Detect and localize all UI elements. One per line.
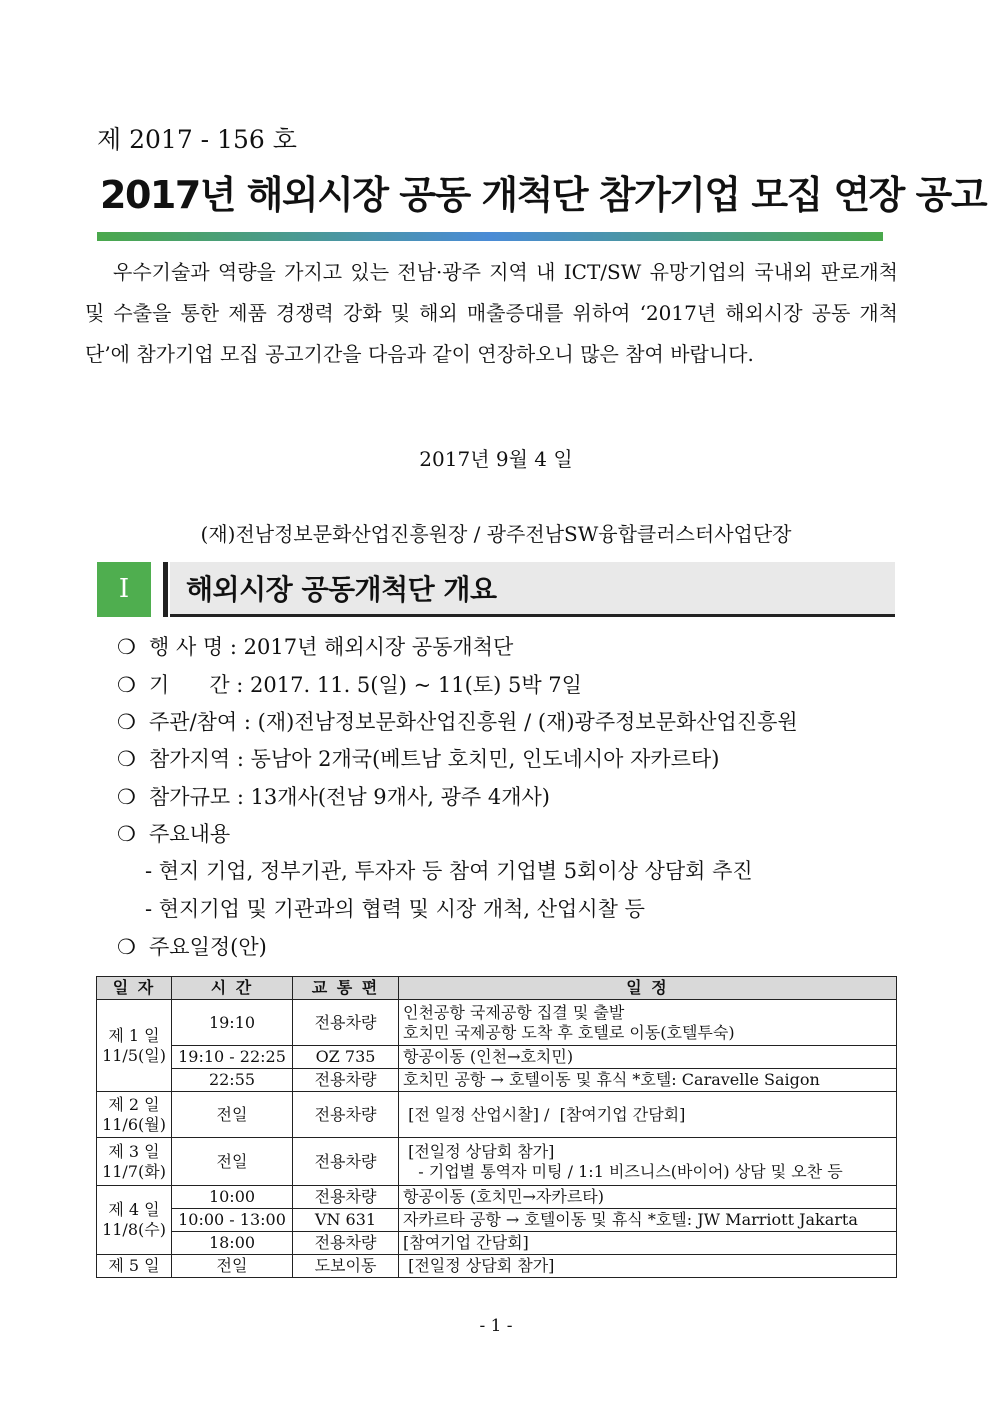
day-label: 제 3 일 xyxy=(108,1141,160,1161)
schedule-cell: 호치민 공항 → 호텔이동 및 휴식 *호텔: Caravelle Saigon xyxy=(399,1069,897,1092)
transport-cell: 전용차량 xyxy=(293,1092,399,1138)
schedule-line: - 기업별 통역자 미팅 / 1:1 비즈니스(바이어) 상담 및 오찬 등 xyxy=(403,1161,843,1181)
day-date: 11/7(화) xyxy=(102,1161,166,1181)
bullet-schedule xyxy=(117,931,267,961)
day-cell xyxy=(97,1186,172,1255)
schedule-cell: 항공이동 (호치민→자카르타) xyxy=(399,1186,897,1209)
transport-cell: 전용차량 xyxy=(293,1232,399,1255)
time-cell: 19:10 - 22:25 xyxy=(172,1046,293,1069)
time-cell: 19:10 xyxy=(172,1000,293,1046)
time-cell: 10:00 - 13:00 xyxy=(172,1209,293,1232)
transport-cell: 전용차량 xyxy=(293,1069,399,1092)
bullet-text: 참가지역 : 동남아 2개국(베트남 호치민, 인도네시아 자카르타) xyxy=(149,747,720,771)
schedule-cell: 자카르타 공항 → 호텔이동 및 휴식 *호텔: JW Marriott Jakarta xyxy=(399,1209,897,1232)
bullet-region xyxy=(117,743,719,773)
day-date: 11/5(일) xyxy=(102,1045,166,1065)
day-label: 제 2 일 xyxy=(108,1094,160,1114)
time-cell: 22:55 xyxy=(172,1069,293,1092)
transport-cell: 전용차량 xyxy=(293,1138,399,1186)
sub-item-cooperation: - 현지기업 및 기관과의 협력 및 시장 개척, 산업시찰 등 xyxy=(145,897,645,921)
day-cell xyxy=(97,1000,172,1092)
table-row xyxy=(97,1209,897,1232)
time-cell: 전일 xyxy=(172,1092,293,1138)
table-header-row xyxy=(97,977,897,1000)
column-header: 일 자 xyxy=(97,977,172,1000)
title-underline xyxy=(97,232,883,241)
bullet-organizers xyxy=(117,706,798,736)
section-number-box: I xyxy=(97,562,151,617)
document-title: 2017년 해외시장 공동 개척단 참가기업 모집 연장 공고 xyxy=(100,173,987,217)
time-cell: 전일 xyxy=(172,1138,293,1186)
schedule-cell: [전 일정 산업시찰] / [참여기업 간담회] xyxy=(399,1092,897,1138)
bullet-text: 행 사 명 : 2017년 해외시장 공동개척단 xyxy=(149,635,514,659)
bullet-circle-icon: ❍ xyxy=(117,785,136,809)
table-row xyxy=(97,1069,897,1092)
transport-cell: 전용차량 xyxy=(293,1000,399,1046)
day-cell: 제 5 일 xyxy=(97,1255,172,1278)
schedule-cell xyxy=(399,1138,897,1186)
column-header: 교 통 편 xyxy=(293,977,399,1000)
bullet-circle-icon: ❍ xyxy=(117,747,136,771)
day-date: 11/8(수) xyxy=(102,1220,166,1239)
schedule-cell: [전일정 상담회 참가] xyxy=(399,1255,897,1278)
table-row xyxy=(97,1255,897,1278)
bullet-circle-icon: ❍ xyxy=(117,935,136,959)
time-cell: 전일 xyxy=(172,1255,293,1278)
bullet-text: 기 간 : 2017. 11. 5(일) ~ 11(토) 5박 7일 xyxy=(149,673,582,697)
bullet-text: 주요일정(안) xyxy=(149,935,267,959)
day-date: 11/6(월) xyxy=(102,1114,166,1134)
schedule-table xyxy=(96,976,897,1278)
table-row xyxy=(97,1046,897,1069)
transport-cell: 도보이동 xyxy=(293,1255,399,1278)
schedule-line: 호치민 국제공항 도착 후 호텔로 이동(호텔투숙) xyxy=(403,1022,735,1042)
page-number: - 1 - xyxy=(479,1316,513,1336)
table-row xyxy=(97,1232,897,1255)
time-cell: 10:00 xyxy=(172,1186,293,1209)
table-row xyxy=(97,1092,897,1138)
bullet-main-content xyxy=(117,818,230,848)
schedule-line: 인천공항 국제공항 집결 및 출발 xyxy=(403,1002,625,1022)
bullet-circle-icon: ❍ xyxy=(117,635,136,659)
sub-item-consultation: - 현지 기업, 정부기관, 투자자 등 참여 기업별 5회이상 상담회 추진 xyxy=(145,859,753,883)
day-label: 제 1 일 xyxy=(108,1025,160,1045)
bullet-text: 주관/참여 : (재)전남정보문화산업진흥원 / (재)광주정보문화산업진흥원 xyxy=(149,710,798,734)
document-number: 제 2017 - 156 호 xyxy=(97,125,297,154)
table-row xyxy=(97,1186,897,1209)
table-row xyxy=(97,1138,897,1186)
bullet-circle-icon: ❍ xyxy=(117,673,136,697)
day-cell xyxy=(97,1092,172,1138)
section-divider xyxy=(163,562,168,617)
transport-cell: OZ 735 xyxy=(293,1046,399,1069)
bullet-circle-icon: ❍ xyxy=(117,822,136,846)
column-header: 일 정 xyxy=(399,977,897,1000)
day-cell xyxy=(97,1138,172,1186)
column-header: 시 간 xyxy=(172,977,293,1000)
time-cell: 18:00 xyxy=(172,1232,293,1255)
table-row xyxy=(97,1000,897,1046)
bullet-circle-icon: ❍ xyxy=(117,710,136,734)
section-title: 해외시장 공동개척단 개요 xyxy=(186,573,497,606)
schedule-cell xyxy=(399,1000,897,1046)
schedule-cell: 항공이동 (인천→호치민) xyxy=(399,1046,897,1069)
schedule-line: [전일정 상담회 참가] xyxy=(403,1141,555,1161)
bullet-event-name xyxy=(117,631,513,661)
issuing-organizations: (재)전남정보문화산업진흥원장 / 광주전남SW융합클러스터사업단장 xyxy=(200,522,792,546)
day-label: 제 4 일 xyxy=(108,1200,160,1219)
schedule-cell: [참여기업 간담회] xyxy=(399,1232,897,1255)
intro-paragraph: 우수기술과 역량을 가지고 있는 전남·광주 지역 내 ICT/SW 유망기업의 국내외 판로개척 및 수출을 통한 제품 경쟁력 강화 및 해외 매출증대를 위하여 ‘2017년 해외시장 공동 개척단’에 참가기업 모집 공고기간을 다음과 같이 연장하오니 많은 참여 바랍니다. xyxy=(85,260,898,366)
bullet-scale xyxy=(117,781,550,811)
bullet-text: 주요내용 xyxy=(149,822,231,846)
transport-cell: 전용차량 xyxy=(293,1186,399,1209)
bullet-text: 참가규모 : 13개사(전남 9개사, 광주 4개사) xyxy=(149,785,550,809)
bullet-period xyxy=(117,669,582,699)
announcement-date: 2017년 9월 4 일 xyxy=(419,447,573,471)
transport-cell: VN 631 xyxy=(293,1209,399,1232)
